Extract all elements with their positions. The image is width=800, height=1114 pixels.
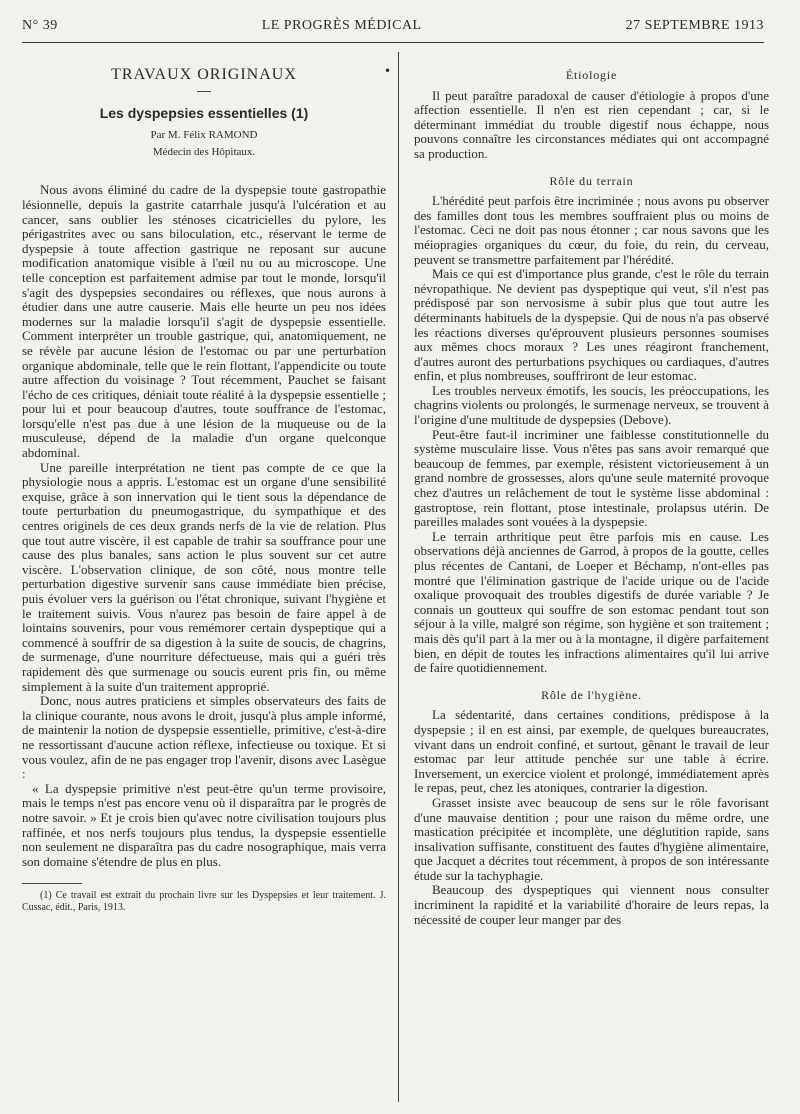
paragraph: La sédentarité, dans certaines conditions, prédispose à la dyspepsie ; il en est ainsi, par exemple, de quelques bureaucrates, vivant dans un endroit confiné, et surtout, gênant le travail de leur estomac par leur attitude penchée sur une table à écrire. Inversement, un exercice violent et prolongé, immédiatement après le repas, peut, chez les atoniques, contrarier la digestion. — [414, 707, 769, 796]
paragraph: Nous avons éliminé du cadre de la dyspepsie toute gastropathie lésionnelle, depuis la gastrite catarrhale jusqu'à l'ulcération et au cancer, sans oublier les sténoses cicatricielles du pylore, les périgastrites avec ou sans biloculation, etc., réservant le terme de dyspepsie à toute affection gastrique ne reposant sur aucune modification anatomique visible à l'œil nu ou au microscope. Une telle conception est parfaitement admise par tout le monde, lorsqu'il s'agit des dyspepsies secondaires ou réflexes, que nous aurons à étudier dans une autre causerie. Mais elle heurte un peu nos idées modernes sur la maladie lorsqu'il s'agit de dyspepsie essentielle. Comment interpréter un trouble gastrique, qui, anatomiquement, ne se révèle par aucune lésion de l'estomac ou par une perturbation organique abdominale, telle que le rein flottant, l'appendicite ou toute autre affection du voisinage ? Tout récemment, Pauchet se faisant l'écho de ces critiques, déniait toute réalité à la dyspepsie essentielle ; pour lui et pour beaucoup d'autres, toute souffrance de l'estomac, lorsqu'elle n'est pas due à une lésion de la muqueuse ou de la musculeuse, dépend de la maladie d'un organe quelconque abdominal. — [22, 182, 386, 461]
subheading-hygiene: Rôle de l'hygiène. — [541, 687, 642, 702]
paragraph: Donc, nous autres praticiens et simples observateurs des faits de la clinique courante, nous avons le droit, jusqu'à plus ample informé, de maintenir la notion de dyspepsie essentielle, primitive, c'est-à-dire ne ressortissant d'aucune action réflexe, infectieuse ou toxique. Et si vous voulez, afin de ne pas engager trop l'avenir, disons avec Lasègue : — [22, 693, 386, 782]
paragraph: Mais ce qui est d'importance plus grande, c'est le rôle du terrain névropathique. Ne devient pas dyspeptique qui veut, s'il n'est pas prédisposé par son nervosisme à subir plus que tout autre les déterminants habituels de la dyspepsie. Qui de nous n'a pas observé les réactions diverses qu'éprouvent plusieurs personnes soumises aux mêmes chocs moraux ? Les unes réagiront franchement, d'autres auront des perturbations psychiques ou cardiaques, d'autres enfin, et plus nombreuses, souffriront de leur estomac. — [414, 266, 769, 384]
paragraph: Les troubles nerveux émotifs, les soucis, les préoccupations, les chagrins violents ou prolongés, le surmenage nerveux, se trouvent à l'origine d'une multitude de dyspepsies (Debove). — [414, 382, 769, 428]
journal-title: LE PROGRÈS MÉDICAL — [261, 18, 422, 33]
paragraph: Beaucoup des dyspeptiques qui viennent nous consulter incriminent la rapidité et la variabilité d'horaire de leurs repas, la nécessité de couper leur manger par des — [414, 882, 769, 927]
paragraph: Grasset insiste avec beaucoup de sens sur le rôle favorisant d'une mauvaise dentition ; pour une raison du même ordre, une mastication précipitée et incomplète, une déglutition rapide, sans insalivation suffisante, constituent des fautes d'hygiène alimentaire, que Jacquet a décrites tout récemment, à propos de son intéressante étude sur la tachyphagie. — [414, 794, 769, 883]
footnote: (1) Ce travail est extrait du prochain livre sur les Dyspepsies et leur traitement. J. Cussac, édit., Paris, 1913. — [22, 890, 386, 914]
quote-paragraph: « La dyspepsie primitive n'est peut-être qu'un terme provisoire, mais le temps n'est pas encore venu où il disparaîtra par le progrès de notre savoir. » Et je crois bien qu'avec notre civilisation toujours plus raffinée, et nos nerfs toujours plus tendus, la dyspepsie essentielle non seulement ne disparaîtra pas du cadre nosographique, mais verra son domaine s'étendre de plus en plus. — [22, 780, 386, 869]
paragraph: Le terrain arthritique peut être parfois mis en cause. Les observations déjà anciennes de Garrod, à propos de la goutte, celles plus récentes de Cantani, de Loeper et Béchamp, n'ont-elles pas montré que l'élimination gastrique de l'acide urique ou de l'acide oxalique provoquait des troubles digestifs de durée variable ? Je connais un goutteux qui souffre de son estomac pendant tout son séjour à la ville, malgré son régime, son hygiène et son traitement ; mais dès qu'il part à la mer ou à la montagne, il digère parfaitement bien, en dépit de toutes les infractions alimentaires qu'il lui arrive de faire quotidiennement. — [414, 528, 769, 676]
title-rule — [197, 91, 211, 92]
right-column — [414, 56, 769, 927]
bullet-mark: • — [384, 64, 392, 78]
header-rule — [22, 42, 764, 43]
paragraph: Une pareille interprétation ne tient pas compte de ce que la physiologie nous a appris. L'estomac est un organe d'une sensibilité exquise, grâce à son innervation qui le tient sous la dépendance de toute perturbation du pneumogastrique, du sympathique et des centres originels de ces deux grands nerfs de la vie de relation. Plus que tout autre viscère, il est capable de trahir sa souffrance pour une cause des plus banales, sans action le plus souvent sur cet autre viscère. L'observation clinique, de son côté, nous montre telle perturbation digestive survenir sans cause immédiate bien précise, puis évoluer vers la guérison ou l'état chronique, suivant l'hygiène et le traitement suivis. Vous n'aurez pas besoin de faire appel à de lointains souvenirs, pour vous remémorer certain dyspeptique qui a commencé à souffrir de sa digestion à la suite de soucis, de chagrins, de surmenage, d'une nourriture défectueuse, mais qui a guéri très rapidement dès que surmenage ou soucis eurent pris fin, ou même simplement à la suite d'un traitement approprié. — [22, 459, 386, 694]
article-title: Les dyspepsies essentielles (1) — [99, 104, 309, 121]
footnote-rule — [22, 883, 82, 884]
subheading-etiologie: Étiologie — [565, 68, 618, 82]
paragraph: Peut-être faut-il incriminer une faiblesse constitutionnelle du système musculaire lisse. Vous n'êtes pas sans avoir remarqué que beaucoup de femmes, par exemple, résistent victorieusement à un grand nombre de grossesses, alors qu'une seule maternité provoque chez d'autres un relâchement de tout le système lisse abdominal : gastroptose, rein flottant, ptose intestinale, prolapsus utérin. De pareilles malades sont vouées à la dyspepsie. — [414, 426, 769, 530]
author-byline: Par M. Félix RAMOND — [150, 129, 258, 142]
paragraph: Il peut paraître paradoxal de causer d'étiologie à propos d'une affection essentielle. Il n'en est rien cependant ; car, si le déterminant immédiat du trouble digestif nous échappe, nous pouvons connaître les circonstances médiates qui ont accompagné sa production. — [414, 87, 769, 161]
column-divider — [398, 52, 399, 1102]
paragraph: L'hérédité peut parfois être incriminée ; nous avons pu observer des familles dont tous les membres souffraient plus ou moins de l'estomac. Ceci ne doit pas nous étonner ; car nous savons que les méiopragies organiques du cœur, du foie, du rein, du cerveau, peuvent se transmettre parfaitement par l'hérédité. — [414, 193, 769, 267]
subheading-terrain: Rôle du terrain — [549, 173, 634, 188]
running-header — [22, 14, 764, 38]
issue-date: 27 SEPTEMBRE 1913 — [625, 18, 764, 33]
author-affiliation: Médecin des Hôpitaux. — [152, 145, 256, 158]
section-title: TRAVAUX ORIGINAUX — [111, 66, 297, 83]
issue-number: N° 39 — [22, 18, 58, 33]
left-column — [22, 56, 386, 914]
